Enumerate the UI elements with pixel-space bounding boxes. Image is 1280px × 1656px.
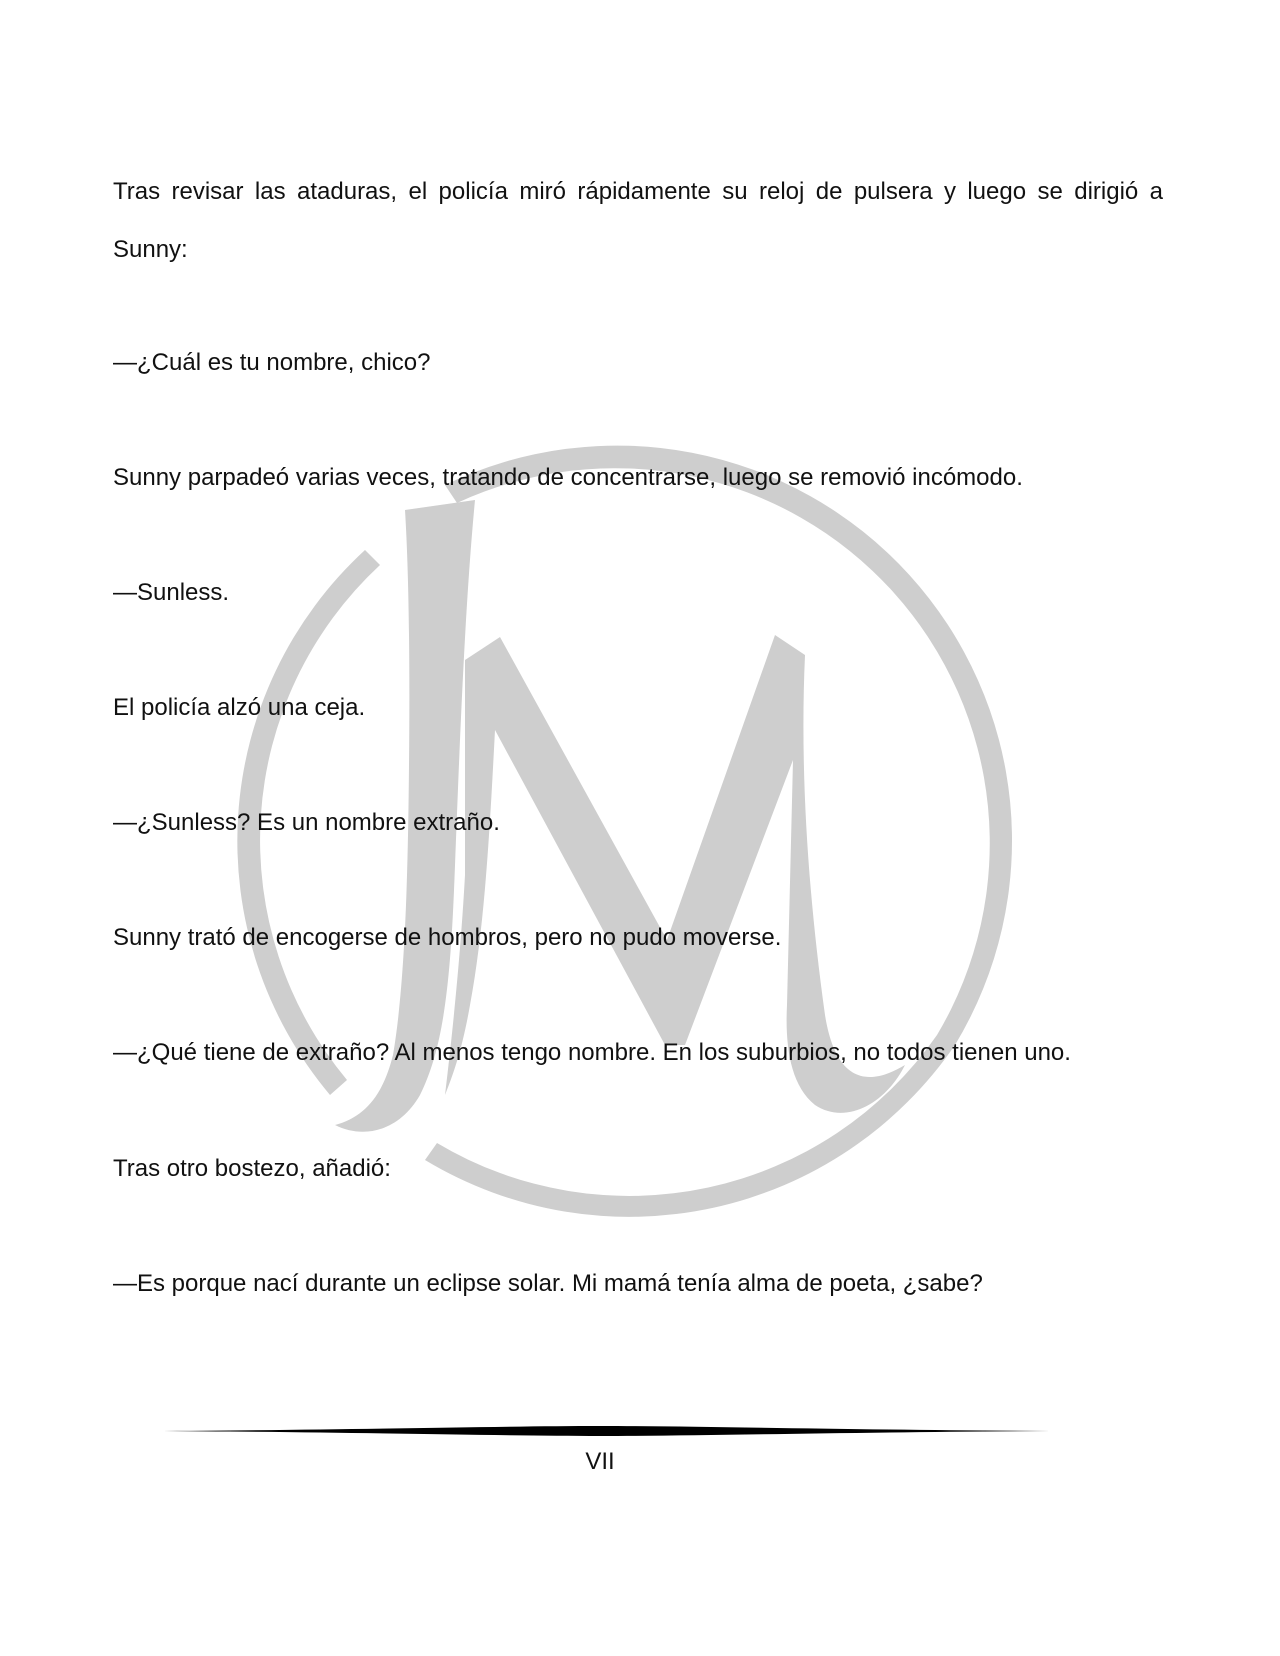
paragraph: El policía alzó una ceja. — [113, 694, 366, 721]
paragraph: —Es porque nací durante un eclipse solar. Mi mamá tenía alma de poeta, ¿sabe? — [113, 1270, 983, 1297]
paragraph: Sunny parpadeó varias veces, tratando de concentrarse, luego se removió incómodo. — [113, 464, 1023, 491]
paragraph: Tras revisar las ataduras, el policía miró rápidamente su reloj de pulsera y luego se dirigió a Sunny: — [113, 178, 1163, 263]
paragraph: —Sunless. — [113, 579, 230, 606]
page-number: VII — [585, 1448, 615, 1475]
paragraph: Sunny trató de encogerse de hombros, pero no pudo moverse. — [113, 924, 782, 951]
paragraph: —¿Sunless? Es un nombre extraño. — [113, 809, 500, 836]
paragraph: —¿Cuál es tu nombre, chico? — [113, 349, 431, 376]
footer-divider — [150, 1425, 1050, 1437]
paragraph: —¿Qué tiene de extraño? Al menos tengo nombre. En los suburbios, no todos tienen uno. — [113, 1039, 1071, 1066]
paragraph: Tras otro bostezo, añadió: — [113, 1155, 391, 1182]
